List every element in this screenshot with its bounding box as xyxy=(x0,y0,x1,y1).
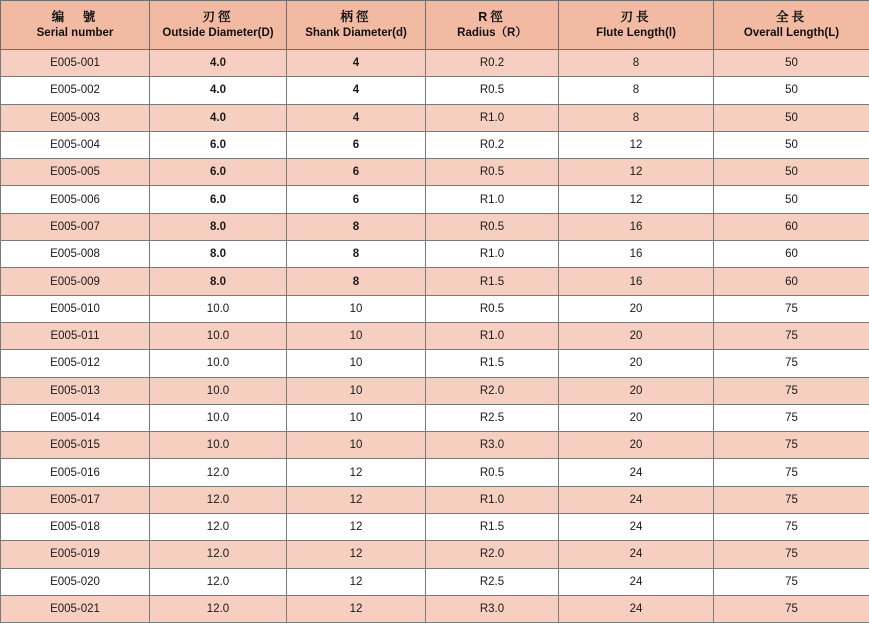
table-cell: 24 xyxy=(559,541,714,568)
table-cell: 8 xyxy=(559,77,714,104)
table-cell: 75 xyxy=(714,541,869,568)
table-cell: R0.5 xyxy=(426,77,559,104)
table-cell: 10 xyxy=(287,322,426,349)
table-cell: 20 xyxy=(559,350,714,377)
table-cell: 12.0 xyxy=(150,568,287,595)
table-cell: E005-018 xyxy=(1,514,150,541)
column-header-outside-diameter-cn: 刃徑 xyxy=(152,9,284,26)
table-row xyxy=(1,322,869,349)
table-cell: E005-017 xyxy=(1,486,150,513)
table-cell: 20 xyxy=(559,432,714,459)
table-cell: 24 xyxy=(559,568,714,595)
table-row xyxy=(1,241,869,268)
table-cell: R1.5 xyxy=(426,514,559,541)
table-cell: E005-009 xyxy=(1,268,150,295)
table-row xyxy=(1,213,869,240)
column-header-outside-diameter xyxy=(150,1,287,50)
table-cell: 6 xyxy=(287,186,426,213)
column-header-serial-number-en: Serial number xyxy=(3,26,147,41)
table-cell: 10.0 xyxy=(150,404,287,431)
table-cell: R3.0 xyxy=(426,432,559,459)
table-cell: 75 xyxy=(714,432,869,459)
table-cell: E005-021 xyxy=(1,595,150,622)
table-cell: R1.0 xyxy=(426,186,559,213)
table-row xyxy=(1,377,869,404)
table-cell: R1.0 xyxy=(426,104,559,131)
table-cell: 75 xyxy=(714,568,869,595)
table-cell: E005-002 xyxy=(1,77,150,104)
table-cell: 50 xyxy=(714,186,869,213)
table-row xyxy=(1,50,869,77)
table-cell: E005-003 xyxy=(1,104,150,131)
table-cell: 75 xyxy=(714,486,869,513)
column-header-shank-diameter xyxy=(287,1,426,50)
column-header-overall-length-cn: 全長 xyxy=(716,9,867,26)
table-row xyxy=(1,77,869,104)
table-cell: 12.0 xyxy=(150,541,287,568)
table-cell: 10 xyxy=(287,432,426,459)
column-header-radius xyxy=(426,1,559,50)
table-cell: 60 xyxy=(714,268,869,295)
table-row xyxy=(1,104,869,131)
table-cell: 10.0 xyxy=(150,432,287,459)
table-row xyxy=(1,186,869,213)
table-row xyxy=(1,159,869,186)
table-cell: R0.2 xyxy=(426,131,559,158)
table-cell: R1.0 xyxy=(426,241,559,268)
table-cell: 10 xyxy=(287,350,426,377)
table-cell: 12 xyxy=(559,159,714,186)
table-cell: E005-008 xyxy=(1,241,150,268)
table-cell: 10 xyxy=(287,377,426,404)
column-header-radius-cn: R徑 xyxy=(428,9,556,26)
table-cell: 50 xyxy=(714,50,869,77)
table-cell: 12 xyxy=(287,541,426,568)
table-cell: 6 xyxy=(287,131,426,158)
table-cell: 8 xyxy=(287,213,426,240)
column-header-shank-diameter-en: Shank Diameter(d) xyxy=(289,26,423,41)
table-cell: E005-012 xyxy=(1,350,150,377)
table-row xyxy=(1,541,869,568)
table-cell: E005-013 xyxy=(1,377,150,404)
table-cell: R1.5 xyxy=(426,268,559,295)
table-row xyxy=(1,295,869,322)
table-row xyxy=(1,486,869,513)
table-row xyxy=(1,268,869,295)
column-header-serial-number-cn: 编 號 xyxy=(3,9,147,26)
table-cell: 60 xyxy=(714,241,869,268)
table-cell: R0.2 xyxy=(426,50,559,77)
table-cell: 4 xyxy=(287,50,426,77)
table-cell: R2.0 xyxy=(426,377,559,404)
table-cell: 24 xyxy=(559,459,714,486)
table-row xyxy=(1,568,869,595)
table-cell: 6.0 xyxy=(150,131,287,158)
table-cell: R1.5 xyxy=(426,350,559,377)
table-cell: 12 xyxy=(287,486,426,513)
table-cell: 75 xyxy=(714,404,869,431)
table-cell: 75 xyxy=(714,514,869,541)
table-cell: 12 xyxy=(287,595,426,622)
table-cell: 10 xyxy=(287,295,426,322)
table-cell: E005-015 xyxy=(1,432,150,459)
table-cell: E005-020 xyxy=(1,568,150,595)
table-row xyxy=(1,131,869,158)
table-cell: 4 xyxy=(287,77,426,104)
table-cell: 4.0 xyxy=(150,104,287,131)
table-cell: 10.0 xyxy=(150,295,287,322)
column-header-radius-en: Radius（R） xyxy=(428,26,556,41)
table-cell: R3.0 xyxy=(426,595,559,622)
table-cell: 75 xyxy=(714,377,869,404)
table-cell: 12 xyxy=(287,459,426,486)
table-cell: 75 xyxy=(714,595,869,622)
table-cell: 6.0 xyxy=(150,186,287,213)
column-header-overall-length-en: Overall Length(L) xyxy=(716,26,867,41)
table-cell: R0.5 xyxy=(426,459,559,486)
table-header-row xyxy=(1,1,869,50)
table-cell: E005-010 xyxy=(1,295,150,322)
table-cell: 50 xyxy=(714,104,869,131)
table-cell: 12 xyxy=(559,186,714,213)
table-cell: 75 xyxy=(714,295,869,322)
table-cell: 16 xyxy=(559,268,714,295)
table-row xyxy=(1,432,869,459)
table-row xyxy=(1,514,869,541)
table-cell: 8 xyxy=(559,104,714,131)
table-cell: 16 xyxy=(559,213,714,240)
table-cell: 50 xyxy=(714,131,869,158)
table-cell: 12.0 xyxy=(150,595,287,622)
table-cell: 10.0 xyxy=(150,322,287,349)
column-header-overall-length xyxy=(714,1,869,50)
table-cell: R1.0 xyxy=(426,486,559,513)
column-header-flute-length-cn: 刃長 xyxy=(561,9,711,26)
table-cell: 8.0 xyxy=(150,268,287,295)
table-row xyxy=(1,459,869,486)
table-cell: E005-014 xyxy=(1,404,150,431)
table-cell: 60 xyxy=(714,213,869,240)
table-cell: 24 xyxy=(559,486,714,513)
table-cell: R2.5 xyxy=(426,404,559,431)
table-body xyxy=(1,50,869,623)
table-cell: 10.0 xyxy=(150,377,287,404)
table-cell: E005-011 xyxy=(1,322,150,349)
table-cell: 75 xyxy=(714,459,869,486)
table-cell: E005-006 xyxy=(1,186,150,213)
table-cell: 12.0 xyxy=(150,459,287,486)
table-cell: 20 xyxy=(559,404,714,431)
table-cell: 8.0 xyxy=(150,213,287,240)
table-cell: 20 xyxy=(559,295,714,322)
column-header-shank-diameter-cn: 柄徑 xyxy=(289,9,423,26)
table-cell: 20 xyxy=(559,377,714,404)
table-cell: R0.5 xyxy=(426,295,559,322)
column-header-outside-diameter-en: Outside Diameter(D) xyxy=(152,26,284,41)
table-cell: 12 xyxy=(287,514,426,541)
table-cell: 8 xyxy=(287,268,426,295)
table-cell: R0.5 xyxy=(426,213,559,240)
table-cell: 12 xyxy=(287,568,426,595)
table-row xyxy=(1,404,869,431)
table-cell: 8 xyxy=(559,50,714,77)
table-cell: E005-016 xyxy=(1,459,150,486)
table-cell: 10 xyxy=(287,404,426,431)
table-cell: 12 xyxy=(559,131,714,158)
table-cell: 24 xyxy=(559,595,714,622)
table-cell: E005-004 xyxy=(1,131,150,158)
table-cell: 16 xyxy=(559,241,714,268)
table-cell: 4.0 xyxy=(150,77,287,104)
table-cell: 50 xyxy=(714,77,869,104)
table-cell: 10.0 xyxy=(150,350,287,377)
table-cell: 50 xyxy=(714,159,869,186)
table-cell: R2.0 xyxy=(426,541,559,568)
table-cell: E005-005 xyxy=(1,159,150,186)
table-row xyxy=(1,350,869,377)
table-cell: E005-019 xyxy=(1,541,150,568)
table-cell: 24 xyxy=(559,514,714,541)
table-cell: E005-001 xyxy=(1,50,150,77)
table-cell: 6 xyxy=(287,159,426,186)
table-cell: 12.0 xyxy=(150,514,287,541)
table-cell: 4 xyxy=(287,104,426,131)
table-cell: R0.5 xyxy=(426,159,559,186)
table-header xyxy=(1,1,869,50)
column-header-flute-length-en: Flute Length(l) xyxy=(561,26,711,41)
table-cell: 75 xyxy=(714,322,869,349)
table-cell: 8 xyxy=(287,241,426,268)
table-cell: 75 xyxy=(714,350,869,377)
table-cell: 20 xyxy=(559,322,714,349)
column-header-serial-number xyxy=(1,1,150,50)
table-cell: 4.0 xyxy=(150,50,287,77)
table-row xyxy=(1,595,869,622)
table-cell: 12.0 xyxy=(150,486,287,513)
table-cell: R1.0 xyxy=(426,322,559,349)
column-header-flute-length xyxy=(559,1,714,50)
table-cell: 8.0 xyxy=(150,241,287,268)
table-cell: 6.0 xyxy=(150,159,287,186)
table-cell: R2.5 xyxy=(426,568,559,595)
table-cell: E005-007 xyxy=(1,213,150,240)
